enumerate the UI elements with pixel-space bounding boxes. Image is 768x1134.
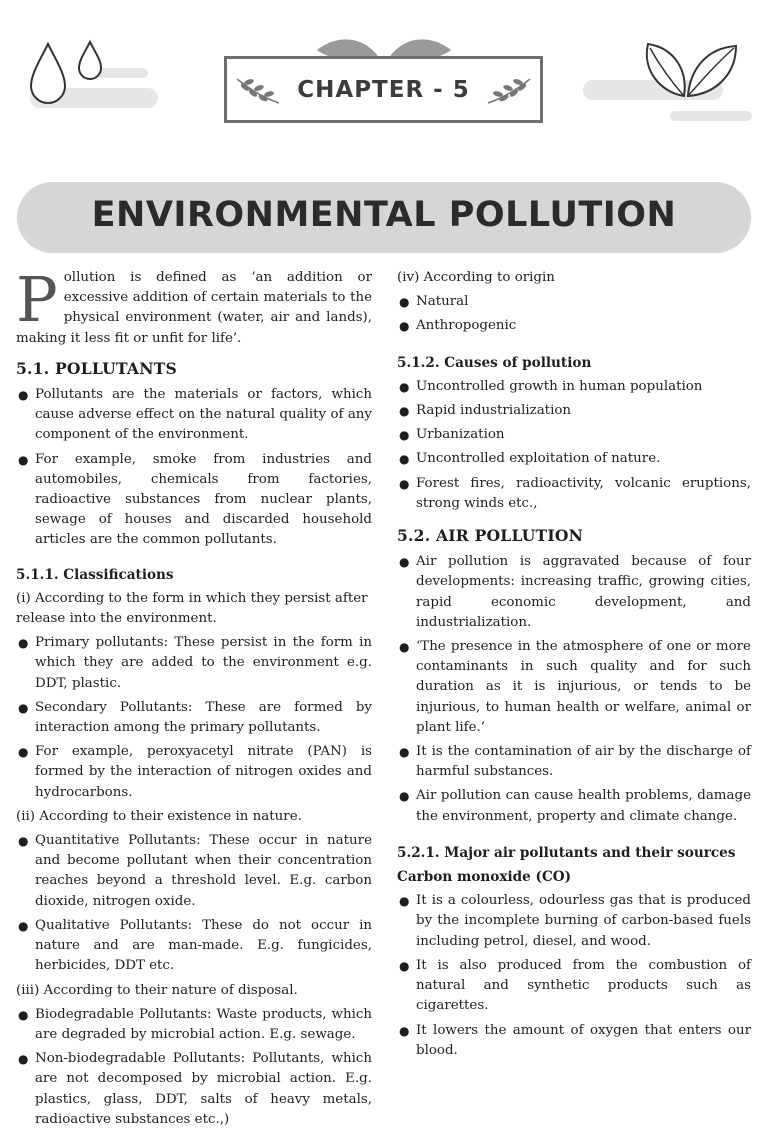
list-item <box>16 1005 372 1045</box>
sources-heading: 5.2.1. Major air pollutants and their sources <box>397 844 736 861</box>
list-item <box>397 552 751 633</box>
list-item <box>397 316 751 336</box>
bullet-icon: ● <box>18 745 29 760</box>
list-item-text: It is also produced from the combustion of natural and synthetic products such as cigarettes. <box>416 957 751 1014</box>
co-list <box>397 891 751 1061</box>
list-item <box>397 786 751 826</box>
list-item <box>16 450 372 551</box>
bullet-icon: ● <box>399 1023 410 1038</box>
bullet-icon: ● <box>399 452 410 467</box>
list-item-text: Qualitative Pollutants: These do not occur in nature and are man-made. E.g. fungicides, herbicides, DDT etc. <box>35 917 372 974</box>
bullet-icon: ● <box>399 555 410 570</box>
list-item <box>397 742 751 782</box>
bullet-icon: ● <box>18 452 29 467</box>
bullet-icon: ● <box>399 476 410 491</box>
bullet-icon: ● <box>399 640 410 655</box>
list-item-text: Air pollution can cause health problems, damage the environment, property and climate change. <box>416 788 751 824</box>
leaves-icon <box>640 40 740 100</box>
list-item-text: It lowers the amount of oxygen that enters our blood. <box>416 1022 751 1058</box>
list-item-text: It is a colourless, odourless gas that is produced by the incomplete burning of carbon-based fuels including petrol, diesel, and wood. <box>416 893 751 949</box>
co-heading: Carbon monoxide (CO) <box>397 869 572 886</box>
disposal-list <box>16 1005 372 1130</box>
causes-heading: 5.1.2. Causes of pollution <box>397 354 592 371</box>
list-item-text: Non-biodegradable Pollutants: Pollutants, which are not decomposed by microbial action. E.g. plastics, glass, DDT, salts of heavy metals, radioactive substances etc.,) <box>35 1051 372 1127</box>
list-item <box>397 1021 751 1061</box>
bullet-icon: ● <box>399 404 410 419</box>
bullet-icon: ● <box>18 636 29 651</box>
bullet-icon: ● <box>18 700 29 715</box>
intro-paragraph <box>16 263 372 349</box>
causes-list <box>397 377 751 514</box>
list-item <box>16 742 372 803</box>
existence-list <box>16 831 372 976</box>
list-item <box>397 956 751 1017</box>
chapter-box <box>224 56 543 123</box>
list-item <box>16 1049 372 1130</box>
title-banner <box>17 182 751 253</box>
list-item <box>397 474 751 514</box>
water-drops-icon <box>28 38 108 108</box>
bullet-icon: ● <box>18 1007 29 1022</box>
list-item-text: For example, peroxyacetyl nitrate (PAN) is formed by the interaction of nitrogen oxides and hydrocarbons. <box>35 744 372 800</box>
list-item-text: For example, smoke from industries and automobiles, chemicals from factories, radioactive substances from nuclear plants, sewage of houses and discarded household articles are the common pollutants. <box>35 451 372 548</box>
bullet-icon: ● <box>18 918 29 933</box>
list-item-text: Biodegradable Pollutants: Waste products, which are degraded by microbial action. E.g. sewage. <box>35 1006 372 1042</box>
bullet-icon: ● <box>18 388 29 403</box>
list-item <box>16 385 372 446</box>
list-item-text: Uncontrolled growth in human population <box>416 378 703 394</box>
classifications-heading: 5.1.1. Classifications <box>16 566 174 583</box>
list-item-text: Quantitative Pollutants: These occur in nature and become pollutant when their concentration reaches beyond a threshold level. E.g. carbon dioxide, nitrogen oxide. <box>35 833 372 909</box>
bullet-icon: ● <box>399 789 410 804</box>
list-item-text: Secondary Pollutants: These are formed by interaction among the primary pollutants. <box>35 699 372 736</box>
bullet-icon: ● <box>18 1052 29 1067</box>
bullet-icon: ● <box>399 745 410 760</box>
drop-cap: P <box>16 263 58 336</box>
origin-list <box>397 292 751 336</box>
bullet-icon: ● <box>399 379 410 394</box>
form-list <box>16 633 372 803</box>
list-item <box>397 377 751 397</box>
list-item <box>16 831 372 912</box>
bullet-icon: ● <box>399 958 410 973</box>
bullet-icon: ● <box>399 894 410 909</box>
list-item-text: Pollutants are the materials or factors, which cause adverse effect on the natural quality of any component of the environment. <box>35 387 372 443</box>
chapter-label: CHAPTER - 5 <box>297 77 470 103</box>
list-item-text: Urbanization <box>416 427 505 443</box>
bullet-icon: ● <box>399 319 410 334</box>
left-column <box>16 263 372 1134</box>
list-item-text: Uncontrolled exploitation of nature. <box>416 451 661 467</box>
intro-text: ollution is defined as ‘an addition or excessive addition of certain materials to the physical environment (water, air and lands), making it less fit or unfit for life’. <box>16 270 372 346</box>
list-item <box>16 633 372 694</box>
list-item-text: Forest fires, radioactivity, volcanic eruptions, strong winds etc., <box>416 475 751 511</box>
list-item <box>397 425 751 445</box>
list-item <box>397 401 751 421</box>
bullet-icon: ● <box>399 295 410 310</box>
air-pollution-list <box>397 552 751 827</box>
list-item-text: Anthropogenic <box>416 318 517 334</box>
bullet-icon: ● <box>18 834 29 849</box>
right-column <box>397 268 751 1065</box>
list-item-text: Primary pollutants: These persist in the form in which they are added to the environment e.g. DDT, plastic. <box>35 635 372 691</box>
bullet-icon: ● <box>399 428 410 443</box>
classification-origin: (iv) According to origin <box>397 270 555 285</box>
laurel-right-icon <box>486 73 534 109</box>
list-item-text: It is the contamination of air by the discharge of harmful substances. <box>416 744 751 780</box>
list-item <box>16 698 372 738</box>
classification-form: (i) According to the form in which they persist after release into the environment. <box>16 590 368 627</box>
list-item <box>397 449 751 469</box>
list-item-text: Rapid industrialization <box>416 403 572 419</box>
list-item <box>16 916 372 977</box>
air-pollution-heading: 5.2. AIR POLLUTION <box>397 526 584 546</box>
list-item <box>397 637 751 738</box>
classification-existence: (ii) According to their existence in nature. <box>16 808 302 824</box>
page-title: ENVIRONMENTAL POLLUTION <box>91 195 677 235</box>
pollutants-list <box>16 385 372 551</box>
list-item <box>397 292 751 312</box>
list-item-text: ‘The presence in the atmosphere of one or more contaminants in such quality and for such duration as it is injurious, or tends to be injurious, to human health or welfare, animal or plant life.’ <box>416 639 751 735</box>
list-item-text: Natural <box>416 294 469 310</box>
pollutants-heading: 5.1. POLLUTANTS <box>16 358 177 378</box>
list-item <box>397 891 751 952</box>
list-item-text: Air pollution is aggravated because of four developments: increasing traffic, growing cities, rapid economic development, and industrialization. <box>416 554 751 630</box>
decor-bar-right-bottom <box>670 111 752 121</box>
classification-disposal: (iii) According to their nature of disposal. <box>16 982 298 998</box>
